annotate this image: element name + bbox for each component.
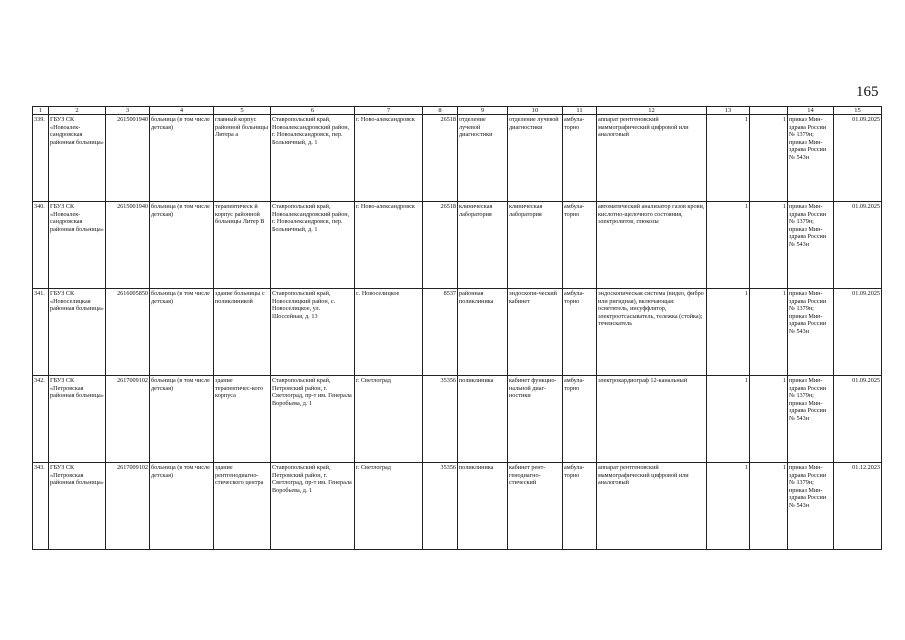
okato-cell: 8537 bbox=[423, 289, 458, 376]
header-cell: 5 bbox=[214, 107, 271, 115]
mode-cell: амбула-торно bbox=[563, 376, 597, 463]
subunit-cell: эндоскопи-ческий кабинет bbox=[508, 289, 563, 376]
code-cell: 2615001940 bbox=[106, 115, 150, 202]
code-cell: 2617009102 bbox=[106, 463, 150, 550]
row-number: 339. bbox=[33, 115, 49, 202]
building-cell: главный корпус районной больницы Литера а bbox=[214, 115, 271, 202]
unit-cell: районная поликлиника bbox=[458, 289, 508, 376]
order-cell: приказ Мин-здрава России № 1379н; приказ Мин-здрава России № 543н bbox=[788, 115, 834, 202]
mode-cell: амбула-торно bbox=[563, 463, 597, 550]
quantity-cell: 1 bbox=[707, 289, 750, 376]
address-cell: Ставропольский край, Петровский район, г. Светлоград, пр-т им. Генерала Воробьева, д. 1 bbox=[271, 376, 355, 463]
address-cell: Ставропольский край, Новоселицкий район, с. Новоселицкое, ул. Шоссейная, д. 13 bbox=[271, 289, 355, 376]
okato-cell: 26518 bbox=[423, 115, 458, 202]
order-cell: приказ Мин-здрава России № 1379н; приказ Мин-здрава России № 543н bbox=[788, 376, 834, 463]
header-cell: 7 bbox=[355, 107, 423, 115]
locality-cell: с. Новоселицкое bbox=[355, 289, 423, 376]
header-cell: 13 bbox=[707, 107, 750, 115]
table-row bbox=[33, 202, 882, 289]
subunit-cell: отделение лучевой диагностики bbox=[508, 115, 563, 202]
row-number: 340. bbox=[33, 202, 49, 289]
code-cell: 2615001940 bbox=[106, 202, 150, 289]
facility-type-cell: больница (в том числе детская) bbox=[150, 463, 214, 550]
table-row bbox=[33, 376, 882, 463]
quantity-cell: 1 bbox=[750, 115, 788, 202]
date-cell: 01.09.2025 bbox=[834, 115, 882, 202]
unit-cell: поликлиника bbox=[458, 463, 508, 550]
page-number: 165 bbox=[856, 84, 879, 100]
code-cell: 2617009102 bbox=[106, 376, 150, 463]
code-cell: 2616005850 bbox=[106, 289, 150, 376]
facility-type-cell: больница (в том числе детская) bbox=[150, 376, 214, 463]
okato-cell: 35356 bbox=[423, 463, 458, 550]
quantity-cell: 1 bbox=[750, 463, 788, 550]
quantity-cell: 1 bbox=[750, 202, 788, 289]
header-cell: 9 bbox=[458, 107, 508, 115]
locality-cell: г. Ново-александровск bbox=[355, 202, 423, 289]
table-row bbox=[33, 463, 882, 550]
building-cell: здание рентгенодиагно-стического центра bbox=[214, 463, 271, 550]
date-cell: 01.09.2025 bbox=[834, 376, 882, 463]
header-row bbox=[33, 107, 882, 115]
locality-cell: г. Ново-александровск bbox=[355, 115, 423, 202]
unit-cell: поликлиника bbox=[458, 376, 508, 463]
header-cell: 2 bbox=[49, 107, 106, 115]
facility-type-cell: больница (в том числе детская) bbox=[150, 202, 214, 289]
quantity-cell: 1 bbox=[707, 463, 750, 550]
quantity-cell: 1 bbox=[707, 376, 750, 463]
header-cell: 8 bbox=[423, 107, 458, 115]
address-cell: Ставропольский край, Новоалександровский район, г. Новоалександровск, пер. Больничный, д. 1 bbox=[271, 202, 355, 289]
header-cell: 11 bbox=[563, 107, 597, 115]
organization-cell: ГБУЗ СК «Петровская районная больница» bbox=[49, 376, 106, 463]
quantity-cell: 1 bbox=[707, 115, 750, 202]
mode-cell: амбула-торно bbox=[563, 202, 597, 289]
row-number: 343. bbox=[33, 463, 49, 550]
organization-cell: ГБУЗ СК «Новоалек-сандровская районная больница» bbox=[49, 202, 106, 289]
header-cell: 4 bbox=[150, 107, 214, 115]
header-cell: 1 bbox=[33, 107, 49, 115]
equipment-cell: эндоскопическая система (видео, фибро или ригидная), включающая: осветитель, инсуффлятор, электроотсасыватель, тележка (стойка); течеискатель bbox=[597, 289, 707, 376]
header-cell: 6 bbox=[271, 107, 355, 115]
table-row bbox=[33, 115, 882, 202]
quantity-cell: 1 bbox=[750, 289, 788, 376]
subunit-cell: кабинет рент-генодиагно-стический bbox=[508, 463, 563, 550]
table-row bbox=[33, 289, 882, 376]
header-cell: 15 bbox=[834, 107, 882, 115]
subunit-cell: клиническая лаборатория bbox=[508, 202, 563, 289]
address-cell: Ставропольский край, Петровский район, г. Светлоград, пр-т им. Генерала Воробьева, д. 1 bbox=[271, 463, 355, 550]
locality-cell: г. Светлоград bbox=[355, 376, 423, 463]
building-cell: здание больницы с поликлиникой bbox=[214, 289, 271, 376]
address-cell: Ставропольский край, Новоалександровский район, г. Новоалександровск, пер. Больничный, д. 1 bbox=[271, 115, 355, 202]
equipment-cell: автоматический анализатор газов крови, кислотно-щелочного состояния, электролитов, глюкозы bbox=[597, 202, 707, 289]
facility-type-cell: больница (в том числе детская) bbox=[150, 289, 214, 376]
equipment-cell: аппарат рентгеновский маммографический цифровой или аналоговый bbox=[597, 463, 707, 550]
equipment-cell: электрокардиограф 12-канальный bbox=[597, 376, 707, 463]
order-cell: приказ Мин-здрава России № 1379н; приказ Мин-здрава России № 543н bbox=[788, 289, 834, 376]
header-cell bbox=[750, 107, 788, 115]
date-cell: 01.09.2025 bbox=[834, 202, 882, 289]
register-table bbox=[32, 106, 882, 550]
order-cell: приказ Мин-здрава России № 1379н; приказ Мин-здрава России № 543н bbox=[788, 202, 834, 289]
quantity-cell: 1 bbox=[707, 202, 750, 289]
okato-cell: 35356 bbox=[423, 376, 458, 463]
unit-cell: отделение лучевой диагностики bbox=[458, 115, 508, 202]
locality-cell: г. Светлоград bbox=[355, 463, 423, 550]
okato-cell: 26518 bbox=[423, 202, 458, 289]
header-cell: 12 bbox=[597, 107, 707, 115]
row-number: 341. bbox=[33, 289, 49, 376]
organization-cell: ГБУЗ СК «Новоалек-сандровская районная больница» bbox=[49, 115, 106, 202]
header-cell: 10 bbox=[508, 107, 563, 115]
building-cell: терапевтическ й корпус районной больницы Литер В bbox=[214, 202, 271, 289]
order-cell: приказ Мин-здрава России № 1379н; приказ Мин-здрава России № 543н bbox=[788, 463, 834, 550]
facility-type-cell: больница (в том числе детская) bbox=[150, 115, 214, 202]
mode-cell: амбула-торно bbox=[563, 115, 597, 202]
date-cell: 01.09.2025 bbox=[834, 289, 882, 376]
mode-cell: амбула-торно bbox=[563, 289, 597, 376]
equipment-cell: аппарат рентгеновский маммографический цифровой или аналоговый bbox=[597, 115, 707, 202]
quantity-cell: 1 bbox=[750, 376, 788, 463]
organization-cell: ГБУЗ СК «Новоселицкая районная больница» bbox=[49, 289, 106, 376]
organization-cell: ГБУЗ СК «Петровская районная больница» bbox=[49, 463, 106, 550]
subunit-cell: кабинет функцио-нальной диаг-ностики bbox=[508, 376, 563, 463]
unit-cell: клиническая лаборатория bbox=[458, 202, 508, 289]
row-number: 342. bbox=[33, 376, 49, 463]
building-cell: здание терапевтичес-кого корпуса bbox=[214, 376, 271, 463]
date-cell: 01.12.2023 bbox=[834, 463, 882, 550]
header-cell: 14 bbox=[788, 107, 834, 115]
header-cell: 3 bbox=[106, 107, 150, 115]
